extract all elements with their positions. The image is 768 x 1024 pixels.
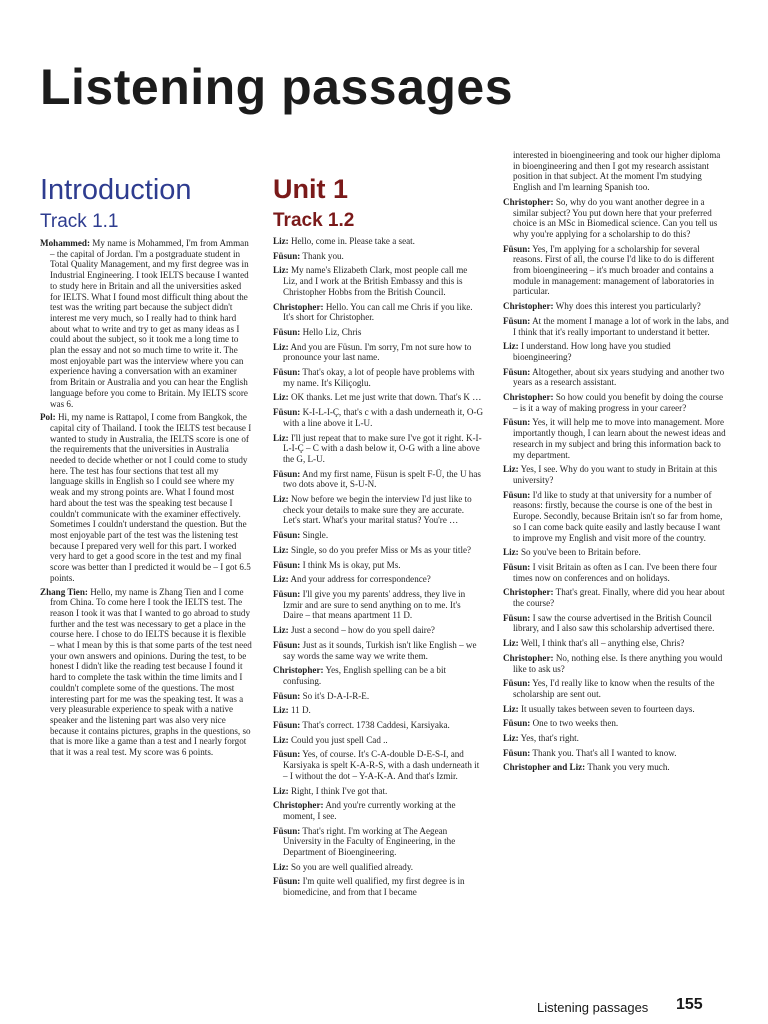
speaker-name: Füsun: — [273, 326, 301, 337]
dialogue-turn — [273, 265, 483, 297]
dialogue-turn — [503, 417, 729, 460]
speaker-name: Füsun: — [503, 315, 531, 326]
utterance-text: So you've been to Britain before. — [520, 547, 641, 558]
utterance-text: Yes, it will help me to move into management. More importantly though, I can learn about the newest ideas and research in my subject and bring this information back to my department. — [513, 417, 726, 460]
speaker-name: Liz: — [273, 734, 289, 745]
dialogue-turn — [503, 718, 729, 729]
dialogue-turn — [273, 251, 483, 262]
utterance-text: And you are Füsun. I'm sorry, I'm not sure how to pronounce your last name. — [283, 341, 472, 363]
transcript — [273, 236, 483, 898]
utterance-text: Hello. You can call me Chris if you like. It's short for Christopher. — [283, 301, 473, 323]
speaker-name: Liz: — [503, 638, 519, 649]
utterance-text: OK thanks. Let me just write that down. That's K … — [290, 392, 482, 403]
dialogue-turn — [273, 625, 483, 636]
utterance-text: And you're currently working at the moment, I see. — [283, 800, 456, 821]
utterance-text: Single. — [302, 530, 329, 541]
utterance-text: That's correct. 1738 Caddesi, Karsiyaka. — [302, 720, 450, 731]
dialogue-turn — [273, 407, 483, 428]
speaker-name: Liz: — [273, 625, 289, 636]
footer-label: Listening passages — [537, 1000, 649, 1015]
dialogue-turn — [273, 876, 483, 897]
column-continued — [503, 150, 729, 777]
dialogue-turn — [273, 800, 483, 821]
utterance-text: My name is Mohammed, I'm from Amman – the capital of Jordan. I'm a postgraduate student in Total Quality Management, and my first degree was in Industrial Engineering. I took IELTS because I wanted to study here in Britain and all the universities asked for IELTS. What I found most difficult thing about the test was the writing part because the subject didn't interest me very much, so I really had to think hard about what to write and try to get as many ideas as I could about the subject, so it took me a long time to plan the essay and not so much time to write it. The most enjoyable part was the interview where you can experience having a conversation with an examiner from Britain or Australia and you can hear the English language before you come to Britain. My IELTS score was 6. — [50, 238, 249, 409]
speaker-name: Zhang Tien: — [40, 586, 88, 597]
dialogue-turn — [273, 720, 483, 731]
dialogue-turn — [40, 412, 252, 583]
dialogue-turn — [503, 341, 729, 362]
utterance-text: And my first name, Füsun is spelt F-Ü, the U has two dots above it, S-U-N. — [283, 468, 481, 490]
dialogue-turn — [503, 547, 729, 558]
dialogue-turn — [503, 150, 729, 193]
track-heading: Track 1.1 — [40, 211, 119, 232]
dialogue-turn — [273, 494, 483, 526]
dialogue-turn — [273, 574, 483, 585]
dialogue-turn — [273, 392, 483, 403]
utterance-text: Could you just spell Cad .. — [290, 734, 388, 745]
speaker-name: Füsun: — [503, 612, 531, 623]
utterance-text: So you are well qualified already. — [290, 861, 414, 872]
utterance-text: Hello Liz, Chris — [302, 326, 362, 337]
dialogue-turn — [273, 342, 483, 363]
speaker-name: Liz: — [273, 861, 289, 872]
dialogue-turn — [273, 469, 483, 490]
utterance-text: Thank you very much. — [587, 762, 670, 773]
speaker-name: Füsun: — [503, 678, 531, 689]
speaker-name: Füsun: — [273, 639, 301, 650]
utterance-text: And your address for correspondence? — [290, 574, 431, 585]
dialogue-turn — [503, 748, 729, 759]
utterance-text: That's okay, a lot of people have problems with my name. It's Kiliçoglu. — [283, 367, 475, 388]
dialogue-turn — [273, 705, 483, 716]
utterance-text: I'm quite well qualified, my first degree is in biomedicine, and from that I became — [283, 876, 465, 898]
speaker-name: Füsun: — [273, 407, 301, 418]
speaker-name: Füsun: — [273, 250, 301, 261]
speaker-name: Christopher: — [503, 392, 554, 403]
speaker-name: Liz: — [273, 785, 289, 796]
speaker-name: Liz: — [273, 236, 289, 246]
utterance-text: Altogether, about six years studying and another two years as a research assistant. — [513, 366, 725, 388]
utterance-text: Yes, I see. Why do you want to study in Britain at this university? — [513, 464, 718, 485]
utterance-text: So, why do you want another degree in a similar subject? You put down here that your preferred choice is an MSc in Biomedical science. Can you tell us why you're applying for a scholarship to do this? — [513, 196, 718, 239]
speaker-name: Liz: — [273, 265, 289, 276]
utterance-text: Hi, my name is Rattapol, I come from Bangkok, the capital city of Thailand. I took the IELTS test because I wanted to study in Australia, the IELTS score is one of the requirements that the universities in Australia needed to decide whether or not I could come to study here. The test has four sections that test all my language skills in English so I could see where my weak and my strong points are. What I found most hard about the test was the speaking test because I couldn't communicate with the examiner effectively. Sometimes I couldn't understand the question. But the most enjoyable part of the test was the listening test because I prepared very well for this part. I worked very hard to get a good score in the test and my final score was better than I predicted it would be – I got 6.5 points. — [50, 412, 252, 583]
utterance-text: Well, I think that's all – anything else, Chris? — [520, 638, 685, 649]
speaker-name: Füsun: — [273, 690, 301, 701]
speaker-name: Liz: — [273, 494, 289, 505]
speaker-name: Liz: — [503, 341, 519, 352]
dialogue-turn — [503, 244, 729, 298]
dialogue-turn — [273, 433, 483, 465]
utterance-text: It usually takes between seven to fourteen days. — [520, 703, 695, 714]
utterance-text: Single, so do you prefer Miss or Ms as your title? — [290, 544, 472, 555]
utterance-text: One to two weeks then. — [532, 718, 619, 729]
speaker-name: Liz: — [503, 733, 519, 744]
utterance-text: My name's Elizabeth Clark, most people call me Liz, and I work at the British Embassy and this is Christopher Hobbs from the British Council. — [283, 265, 468, 297]
dialogue-turn — [503, 733, 729, 744]
speaker-name: Christopher: — [503, 652, 554, 663]
utterance-text: Hello, come in. Please take a seat. — [290, 236, 415, 246]
transcript — [503, 150, 729, 773]
track-heading: Track 1.2 — [273, 210, 355, 231]
speaker-name: Füsun: — [503, 489, 531, 500]
section-heading: Introduction — [40, 174, 192, 206]
dialogue-turn — [273, 665, 483, 686]
speaker-name: Christopher and Liz: — [503, 762, 586, 773]
dialogue-turn — [503, 678, 729, 699]
dialogue-turn — [273, 530, 483, 541]
speaker-name: Christopher: — [273, 301, 324, 312]
dialogue-turn — [273, 367, 483, 388]
utterance-text: Yes, English spelling can be a bit confusing. — [283, 665, 447, 686]
utterance-text: interested in bioengineering and took our higher diploma in bioengineering and then I got my research assistant position in that subject. At the moment I'm studying English and I'm learning Spanish too. — [513, 150, 721, 193]
dialogue-turn — [503, 762, 729, 773]
utterance-text: Yes, I'd really like to know when the results of the scholarship are sent out. — [513, 678, 715, 699]
utterance-text: Yes, I'm applying for a scholarship for several reasons. First of all, the course I'd like to do is different from bioengineering – it's much broader and contains a module in management: management of laboratories in particular. — [513, 243, 715, 297]
speaker-name: Füsun: — [503, 366, 531, 377]
speaker-name: Christopher: — [503, 587, 554, 598]
speaker-name: Füsun: — [273, 825, 301, 836]
speaker-name: Liz: — [503, 703, 519, 714]
speaker-name: Christopher: — [503, 196, 554, 207]
speaker-name: Füsun: — [503, 417, 531, 428]
dialogue-turn — [503, 367, 729, 388]
unit-heading: Unit 1 — [273, 174, 349, 204]
dialogue-turn — [273, 560, 483, 571]
utterance-text: At the moment I manage a lot of work in the labs, and I think that it's really important to understand it better. — [513, 315, 729, 337]
page-number: 155 — [676, 996, 703, 1013]
dialogue-turn — [40, 587, 252, 758]
speaker-name: Christopher: — [273, 800, 324, 811]
transcript — [40, 238, 252, 758]
speaker-name: Füsun: — [273, 367, 301, 378]
dialogue-turn — [273, 826, 483, 858]
dialogue-turn — [503, 490, 729, 544]
utterance-text: I visit Britain as often as I can. I've been there four times now on conferences and on holidays. — [513, 561, 718, 583]
utterance-text: I think Ms is okay, put Ms. — [302, 559, 401, 570]
utterance-text: I'll give you my parents' address, they live in Izmir and are sure to send anything on to me. It's Daire – that means apartment 11 D. — [283, 588, 466, 621]
speaker-name: Füsun: — [503, 718, 531, 729]
utterance-text: Just as it sounds, Turkish isn't like English – we say words the same way we write them. — [283, 639, 477, 661]
speaker-name: Füsun: — [273, 876, 301, 887]
utterance-text: I understand. How long have you studied bioengineering? — [513, 341, 671, 362]
speaker-name: Liz: — [503, 464, 519, 475]
utterance-text: Why does this interest you particularly? — [555, 301, 701, 312]
utterance-text: 11 D. — [290, 705, 311, 716]
speaker-name: Christopher: — [273, 665, 324, 676]
dialogue-turn — [503, 316, 729, 337]
utterance-text: Yes, of course. It's C-A-double D-E-S-I, and Karsiyaka is spelt K-A-R-S, with a dash underneath it – I without the dot – Y-A-K-A. And that's Izmir. — [283, 749, 480, 781]
dialogue-turn — [503, 392, 729, 413]
dialogue-turn — [503, 653, 729, 674]
speaker-name: Füsun: — [273, 749, 301, 760]
speaker-name: Pol: — [40, 412, 56, 423]
speaker-name: Füsun: — [273, 530, 301, 541]
speaker-name: Mohammed: — [40, 238, 91, 248]
speaker-name: Liz: — [503, 547, 519, 558]
dialogue-turn — [503, 197, 729, 240]
dialogue-turn — [503, 613, 729, 634]
speaker-name: Liz: — [273, 341, 289, 352]
speaker-name: Füsun: — [273, 468, 301, 479]
dialogue-turn — [273, 749, 483, 781]
speaker-name: Füsun: — [273, 559, 301, 570]
utterance-text: That's great. Finally, where did you hear about the course? — [513, 587, 725, 609]
speaker-name: Christopher: — [503, 301, 554, 312]
dialogue-turn — [273, 589, 483, 621]
speaker-name: Füsun: — [503, 243, 531, 254]
utterance-text: So how could you benefit by doing the course – is it a way of making progress in your career? — [513, 392, 724, 413]
utterance-text: Now before we begin the interview I'd just like to check your details to make sure they are accurate. Let's start. What's your marital status? You're … — [283, 494, 472, 526]
dialogue-turn — [503, 464, 729, 485]
dialogue-turn — [40, 238, 252, 409]
column-introduction — [40, 150, 252, 761]
speaker-name: Füsun: — [273, 720, 301, 731]
speaker-name: Füsun: — [273, 588, 301, 599]
utterance-text: I'll just repeat that to make sure I've got it right. K-I-L-I-Ç – C with a dash below it, O-G with a line above the G, L-U. — [283, 432, 482, 464]
utterance-text: I'd like to study at that university for a number of reasons: firstly, because the course is one of the best in Europe. Secondly, because Britain isn't so far from home, so I can come back quite easily and lastly because I want to improve my English and visit more of the country. — [513, 489, 723, 543]
speaker-name: Liz: — [273, 705, 289, 716]
utterance-text: So it's D-A-I-R-E. — [302, 690, 370, 701]
dialogue-turn — [503, 638, 729, 649]
speaker-name: Liz: — [273, 432, 289, 443]
dialogue-turn — [273, 545, 483, 556]
dialogue-turn — [273, 786, 483, 797]
column-unit-1 — [273, 150, 483, 902]
utterance-text: Thank you. — [302, 250, 344, 261]
utterance-text: Just a second – how do you spell daire? — [290, 625, 435, 636]
speaker-name: Liz: — [273, 574, 289, 585]
speaker-name: Füsun: — [503, 561, 531, 572]
utterance-text: K-I-L-I-Ç, that's c with a dash underneath it, O-G with a line above it L-U. — [283, 407, 484, 428]
dialogue-turn — [273, 691, 483, 702]
dialogue-turn — [273, 327, 483, 338]
dialogue-turn — [503, 704, 729, 715]
speaker-name: Füsun: — [503, 747, 531, 758]
utterance-text: Hello, my name is Zhang Tien and I come from China. To come here I took the IELTS test. The reason I took it was that I wanted to go abroad to study further and the test was necessary to get a place in the course here. I chose to do IELTS because it is flexible – what I mean by this is that some parts of the test need your own answers and opinions. During the test, to be honest I didn't like the reading test because I found it hard to complete the task within the time limits and I couldn't complete some of the questions. The most interesting part for me was the speaking test. It was a very pleasurable experience to speak with a native speaker and the listening part was also very nice because it contains pictures, graphs in the questions, so that is more like a game than a test and I nearly forgot that it was a real test. My score was 6 points. — [50, 586, 252, 758]
utterance-text: I saw the course advertised in the British Council library, and I also saw this scholarship advertised there. — [513, 612, 715, 634]
speaker-name: Liz: — [273, 392, 289, 403]
dialogue-turn — [273, 236, 483, 247]
speaker-name: Liz: — [273, 544, 289, 555]
dialogue-turn — [273, 735, 483, 746]
utterance-text: Right, I think I've got that. — [290, 785, 388, 796]
utterance-text: No, nothing else. Is there anything you would like to ask us? — [513, 652, 723, 674]
dialogue-turn — [503, 562, 729, 583]
dialogue-turn — [273, 862, 483, 873]
dialogue-turn — [503, 301, 729, 312]
utterance-text: That's right. I'm working at The Aegean University in the Faculty of Engineering, in the Department of Bioengineering. — [283, 825, 456, 858]
dialogue-turn — [273, 640, 483, 661]
utterance-text: Yes, that's right. — [520, 733, 579, 744]
utterance-text: Thank you. That's all I wanted to know. — [532, 747, 677, 758]
dialogue-turn — [503, 587, 729, 608]
page-title: Listening passages — [40, 59, 514, 115]
dialogue-turn — [273, 302, 483, 323]
